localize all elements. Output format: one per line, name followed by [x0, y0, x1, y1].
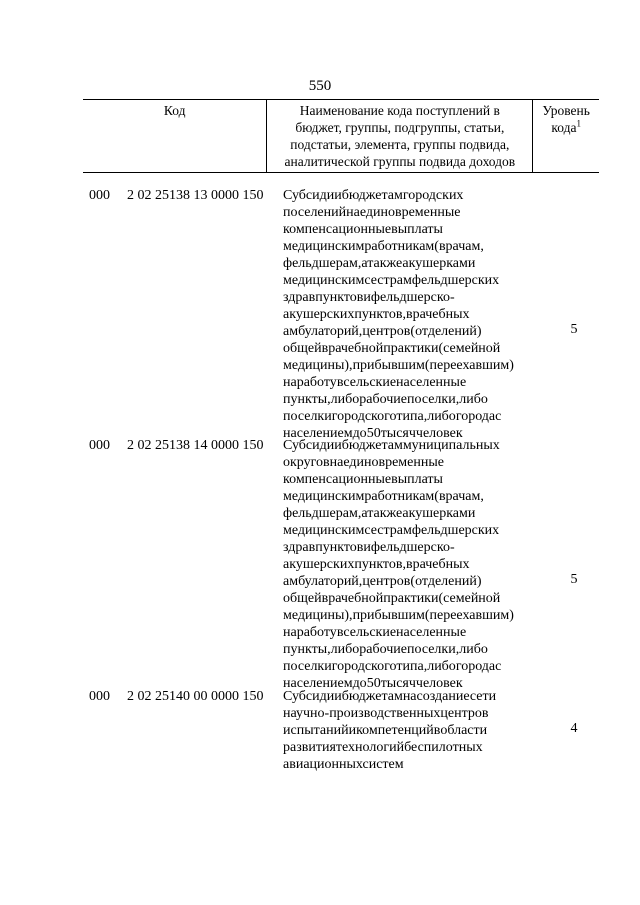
- description-line: общейврачебнойпрактики(семейной: [283, 591, 501, 606]
- description-line: медицины),прибывшим(переехавшим): [283, 608, 514, 623]
- description-line: авиационныхсистем: [283, 757, 404, 772]
- description-line: испытанийикомпетенцийвобласти: [283, 723, 488, 738]
- description-line: фельдшерам,атакжеакушерками: [283, 506, 476, 521]
- description-line: поселенийнаединовременные: [283, 205, 461, 220]
- revenue-code: 2 02 25138 13 0000 150: [127, 188, 264, 203]
- description-line: амбулаторий,центров(отделений): [283, 574, 482, 589]
- description-line: компенсационныевыплаты: [283, 222, 443, 237]
- class-code: 000: [89, 188, 110, 203]
- code-description: [283, 688, 537, 773]
- revenue-code: 2 02 25138 14 0000 150: [127, 438, 264, 453]
- description-line: акушерскихпунктов,врачебных: [283, 307, 470, 322]
- description-line: Субсидиибюджетамнасозданиесети: [283, 689, 497, 704]
- description-line: поселкигородскоготипа,либогородас: [283, 409, 502, 424]
- revenue-code: 2 02 25140 00 0000 150: [127, 689, 264, 704]
- header-name-line: аналитической группы подвида доходов: [284, 154, 516, 169]
- description-line: медицинскимсестрамфельдшерских: [283, 523, 500, 538]
- description-line: научно-производственныхцентров: [283, 706, 489, 721]
- description-line: медицинскимсестрамфельдшерских: [283, 273, 500, 288]
- header-name-line: подстатьи, элемента, группы подвида,: [290, 137, 510, 152]
- description-line: амбулаторий,центров(отделений): [283, 324, 482, 339]
- description-line: населениемдо50тысяччеловек: [283, 426, 463, 441]
- class-code: 000: [89, 689, 110, 704]
- code-description: [283, 437, 537, 692]
- description-line: населениемдо50тысяччеловек: [283, 676, 463, 691]
- description-line: развитиятехнологийбеспилотных: [283, 740, 483, 755]
- class-code: 000: [89, 438, 110, 453]
- header-code-cell: [83, 100, 267, 173]
- header-level-cell: [533, 100, 599, 173]
- description-line: Субсидиибюджетамгородских: [283, 188, 464, 203]
- description-line: медицинскимработникам(врачам,: [283, 489, 484, 504]
- header-name-line: бюджет, группы, подгруппы, статьи,: [295, 120, 505, 135]
- description-line: пункты,либорабочиепоселки,либо: [283, 392, 488, 407]
- code-level: 5: [570, 322, 578, 337]
- description-line: наработувсельскиенаселенные: [283, 375, 467, 390]
- page-number: 550: [308, 78, 332, 94]
- description-line: акушерскихпунктов,врачебных: [283, 557, 470, 572]
- code-level: 4: [570, 721, 578, 736]
- description-line: наработувсельскиенаселенные: [283, 625, 467, 640]
- footnote-mark: 1: [576, 118, 581, 129]
- description-line: медицинскимработникам(врачам,: [283, 239, 484, 254]
- code-description: [283, 187, 537, 442]
- description-line: медицины),прибывшим(переехавшим): [283, 358, 514, 373]
- header-code-label: Код: [163, 103, 186, 118]
- description-line: округовнаединовременные: [283, 455, 444, 470]
- description-line: фельдшерам,атакжеакушерками: [283, 256, 476, 271]
- description-line: здравпунктовифельдшерско-: [283, 540, 455, 555]
- header-name-cell: [267, 100, 533, 173]
- code-level: 5: [570, 572, 578, 587]
- description-line: общейврачебнойпрактики(семейной: [283, 341, 501, 356]
- description-line: пункты,либорабочиепоселки,либо: [283, 642, 488, 657]
- header-name-line: Наименование кода поступлений в: [299, 103, 500, 118]
- description-line: Субсидиибюджетаммуниципальных: [283, 438, 500, 453]
- description-line: поселкигородскоготипа,либогородас: [283, 659, 502, 674]
- header-level-label-2: кода: [551, 120, 577, 135]
- header-level-label: Уровень: [542, 103, 590, 118]
- description-line: компенсационныевыплаты: [283, 472, 443, 487]
- table-header: [83, 99, 599, 173]
- description-line: здравпунктовифельдшерско-: [283, 290, 455, 305]
